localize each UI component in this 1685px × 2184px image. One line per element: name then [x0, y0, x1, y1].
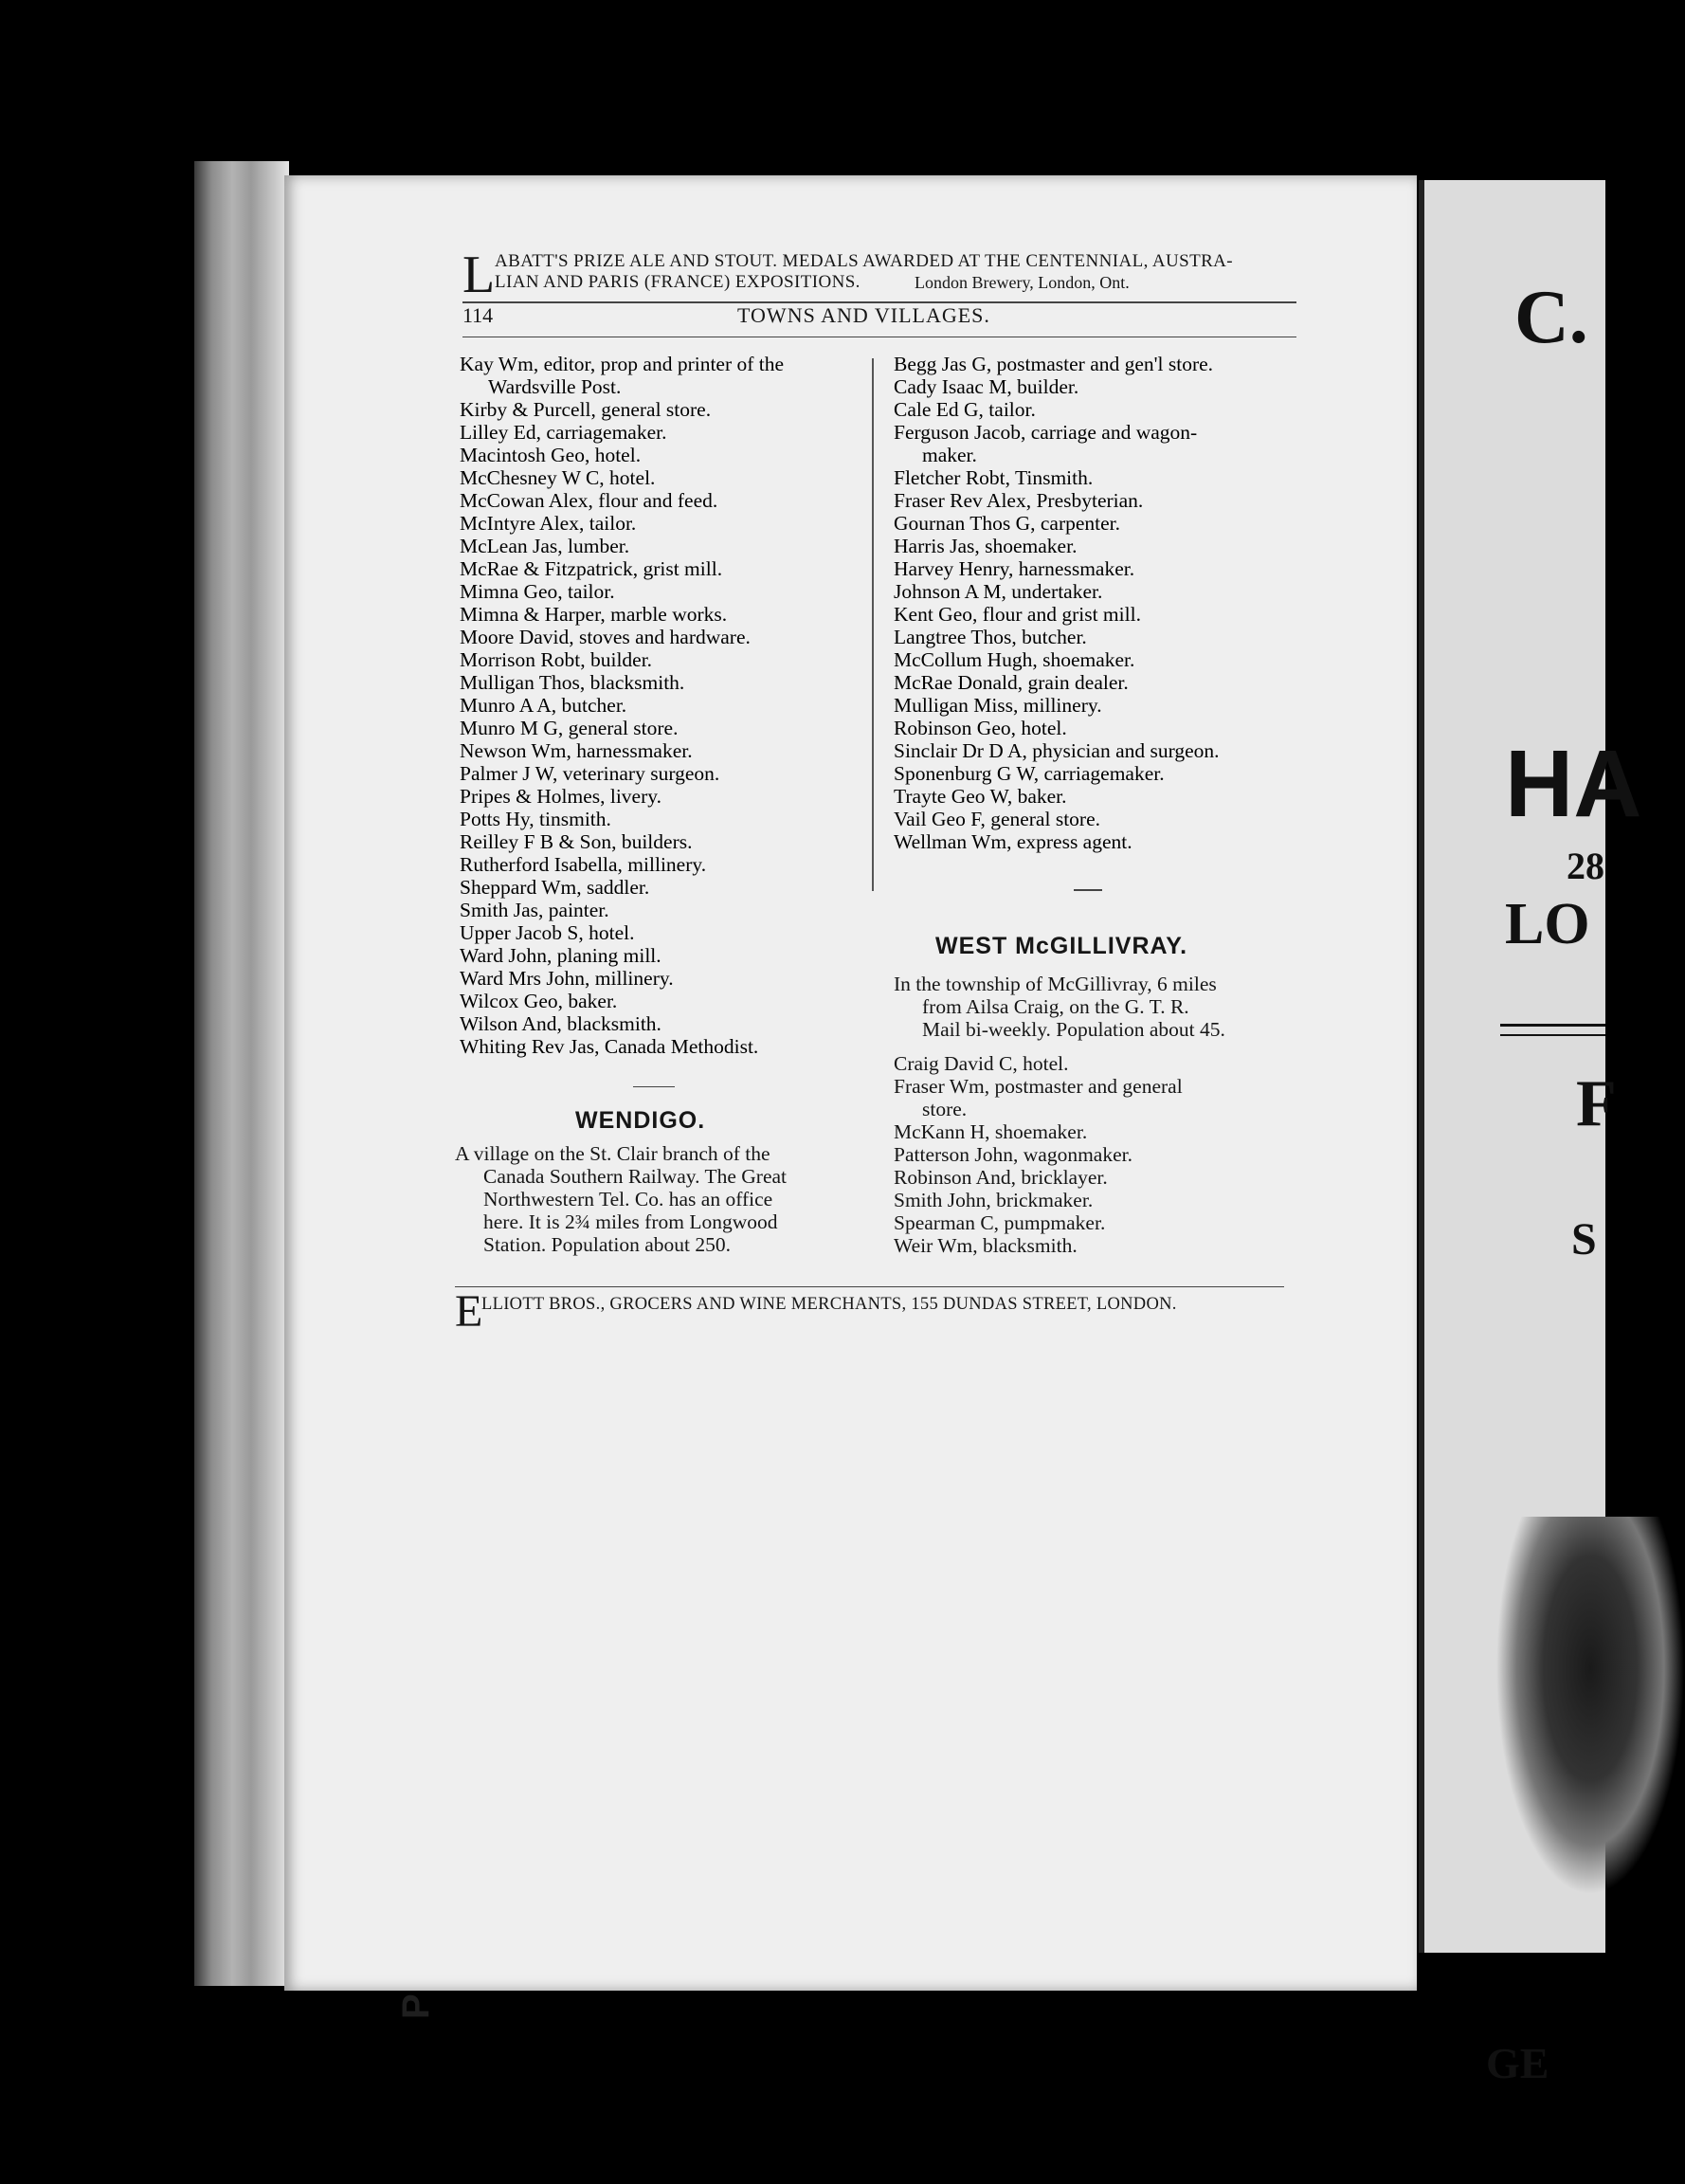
list-item: Robinson Geo, hotel. — [894, 717, 1067, 739]
list-item: Sinclair Dr D A, physician and surgeon. — [894, 739, 1220, 762]
list-item: Gournan Thos G, carpenter. — [894, 512, 1121, 535]
header-line-1: ABATT'S PRIZE ALE AND STOUT. MEDALS AWARDED AT THE CENTENNIAL, AUSTRA- — [495, 251, 1234, 271]
wendigo-title: WENDIGO. — [575, 1107, 706, 1134]
list-item: Johnson A M, undertaker. — [894, 580, 1103, 603]
list-item: Wilcox Geo, baker. — [460, 990, 618, 1012]
list-item: Newson Wm, harnessmaker. — [460, 739, 693, 762]
description-line: A village on the St. Clair branch of the — [455, 1142, 770, 1165]
list-item: Begg Jas G, postmaster and gen'l store. — [894, 353, 1214, 375]
list-item: McKann H, shoemaker. — [894, 1120, 1088, 1143]
list-item: Reilley F B & Son, builders. — [460, 830, 693, 853]
footer-rule — [455, 1286, 1284, 1287]
list-item: Rutherford Isabella, millinery. — [460, 853, 707, 876]
list-item: Smith Jas, painter. — [460, 899, 609, 921]
wendigo-description — [455, 1142, 862, 1256]
header-line-2a: LIAN AND PARIS (FRANCE) EXPOSITIONS. — [495, 272, 861, 292]
list-item: Kirby & Purcell, general store. — [460, 398, 712, 421]
list-item: store. — [922, 1098, 968, 1120]
footer-initial: E — [455, 1286, 483, 1337]
list-item: Mulligan Miss, millinery. — [894, 694, 1102, 717]
list-item: McChesney W C, hotel. — [460, 466, 656, 489]
list-item: Ward John, planing mill. — [460, 944, 661, 967]
description-line: Station. Population about 250. — [483, 1233, 731, 1256]
list-item: Smith John, brickmaker. — [894, 1189, 1094, 1211]
list-item: Morrison Robt, builder. — [460, 648, 653, 671]
list-item: Potts Hy, tinsmith. — [460, 808, 611, 830]
list-item: Fraser Wm, postmaster and general — [894, 1075, 1183, 1098]
right-column — [894, 353, 1301, 853]
description-line: here. It is 2¾ miles from Longwood — [483, 1210, 778, 1233]
list-item: Wilson And, blacksmith. — [460, 1012, 661, 1035]
description-line: from Ailsa Craig, on the G. T. R. — [922, 995, 1189, 1018]
list-item: Pripes & Holmes, livery. — [460, 785, 661, 808]
list-item: Ward Mrs John, millinery. — [460, 967, 674, 990]
list-item: McCollum Hugh, shoemaker. — [894, 648, 1135, 671]
west-mcgillivray-description — [894, 973, 1301, 1041]
page-number: 114 — [462, 303, 494, 327]
list-item: Cale Ed G, tailor. — [894, 398, 1036, 421]
list-item: Ferguson Jacob, carriage and wagon- — [894, 421, 1198, 444]
footer-text: LLIOTT BROS., GROCERS AND WINE MERCHANTS, 155 DUNDAS STREET, LONDON. — [481, 1295, 1177, 1314]
ad-fragment-5: F — [1576, 1067, 1617, 1140]
list-item: McRae & Fitzpatrick, grist mill. — [460, 557, 723, 580]
section-dash — [1074, 889, 1102, 891]
list-item: Upper Jacob S, hotel. — [460, 921, 635, 944]
list-item: Craig David C, hotel. — [894, 1052, 1069, 1075]
list-item: McIntyre Alex, tailor. — [460, 512, 637, 535]
list-item: Munro A A, butcher. — [460, 694, 627, 717]
list-item: McCowan Alex, flour and feed. — [460, 489, 718, 512]
book-edge — [194, 161, 289, 1986]
ad-fragment-6: S — [1571, 1214, 1597, 1265]
ad-rule — [1500, 1024, 1605, 1036]
list-item: Fletcher Robt, Tinsmith. — [894, 466, 1094, 489]
list-item: Mimna Geo, tailor. — [460, 580, 615, 603]
list-item: Palmer J W, veterinary surgeon. — [460, 762, 720, 785]
list-item: maker. — [922, 444, 977, 466]
header-line-2b: London Brewery, London, Ont. — [915, 273, 1130, 292]
list-item: Sponenburg G W, carriagemaker. — [894, 762, 1165, 785]
list-item: Whiting Rev Jas, Canada Methodist. — [460, 1035, 759, 1058]
list-item: Moore David, stoves and hardware. — [460, 626, 751, 648]
list-item: Harvey Henry, harnessmaker. — [894, 557, 1135, 580]
list-item: Wellman Wm, express agent. — [894, 830, 1132, 853]
ad-fragment-4: LO — [1505, 892, 1590, 956]
description-line: In the township of McGillivray, 6 miles — [894, 973, 1217, 995]
list-item: Macintosh Geo, hotel. — [460, 444, 642, 466]
list-item: Langtree Thos, butcher. — [894, 626, 1087, 648]
list-item: Munro M G, general store. — [460, 717, 679, 739]
list-item: Kent Geo, flour and grist mill. — [894, 603, 1141, 626]
section-dash — [633, 1086, 675, 1087]
list-item: Lilley Ed, carriagemaker. — [460, 421, 667, 444]
list-item: Patterson John, wagonmaker. — [894, 1143, 1132, 1166]
header-initial: L — [462, 246, 496, 304]
list-item: Robinson And, bricklayer. — [894, 1166, 1108, 1189]
list-item: Vail Geo F, general store. — [894, 808, 1100, 830]
ad-fragment-3: 28 — [1567, 845, 1604, 887]
list-item: Wardsville Post. — [488, 375, 622, 398]
list-item: Harris Jas, shoemaker. — [894, 535, 1078, 557]
list-item: Sheppard Wm, saddler. — [460, 876, 650, 899]
ad-illustration — [1495, 1517, 1685, 1896]
left-column — [460, 353, 867, 1058]
column-divider — [872, 358, 874, 891]
list-item: Spearman C, pumpmaker. — [894, 1211, 1106, 1234]
ad-fragment-1: C. — [1514, 276, 1588, 359]
list-item: Mulligan Thos, blacksmith. — [460, 671, 685, 694]
ad-fragment-7: GE — [1486, 2039, 1549, 2087]
west-mcgillivray-entries — [894, 1052, 1301, 1257]
list-item: Cady Isaac M, builder. — [894, 375, 1079, 398]
facing-page-advertisement — [1419, 180, 1642, 2087]
west-mcgillivray-title: WEST McGILLIVRAY. — [935, 933, 1188, 959]
list-item: Weir Wm, blacksmith. — [894, 1234, 1078, 1257]
description-line: Mail bi-weekly. Population about 45. — [922, 1018, 1225, 1041]
running-title: TOWNS AND VILLAGES. — [737, 303, 990, 327]
list-item: McRae Donald, grain dealer. — [894, 671, 1129, 694]
list-item: Trayte Geo W, baker. — [894, 785, 1067, 808]
description-line: Northwestern Tel. Co. has an office — [483, 1188, 773, 1210]
description-line: Canada Southern Railway. The Great — [483, 1165, 788, 1188]
list-item: Kay Wm, editor, prop and printer of the — [460, 353, 785, 375]
list-item: Fraser Rev Alex, Presbyterian. — [894, 489, 1144, 512]
list-item: McLean Jas, lumber. — [460, 535, 630, 557]
list-item: Mimna & Harper, marble works. — [460, 603, 728, 626]
ad-fragment-2: HA — [1505, 731, 1642, 837]
